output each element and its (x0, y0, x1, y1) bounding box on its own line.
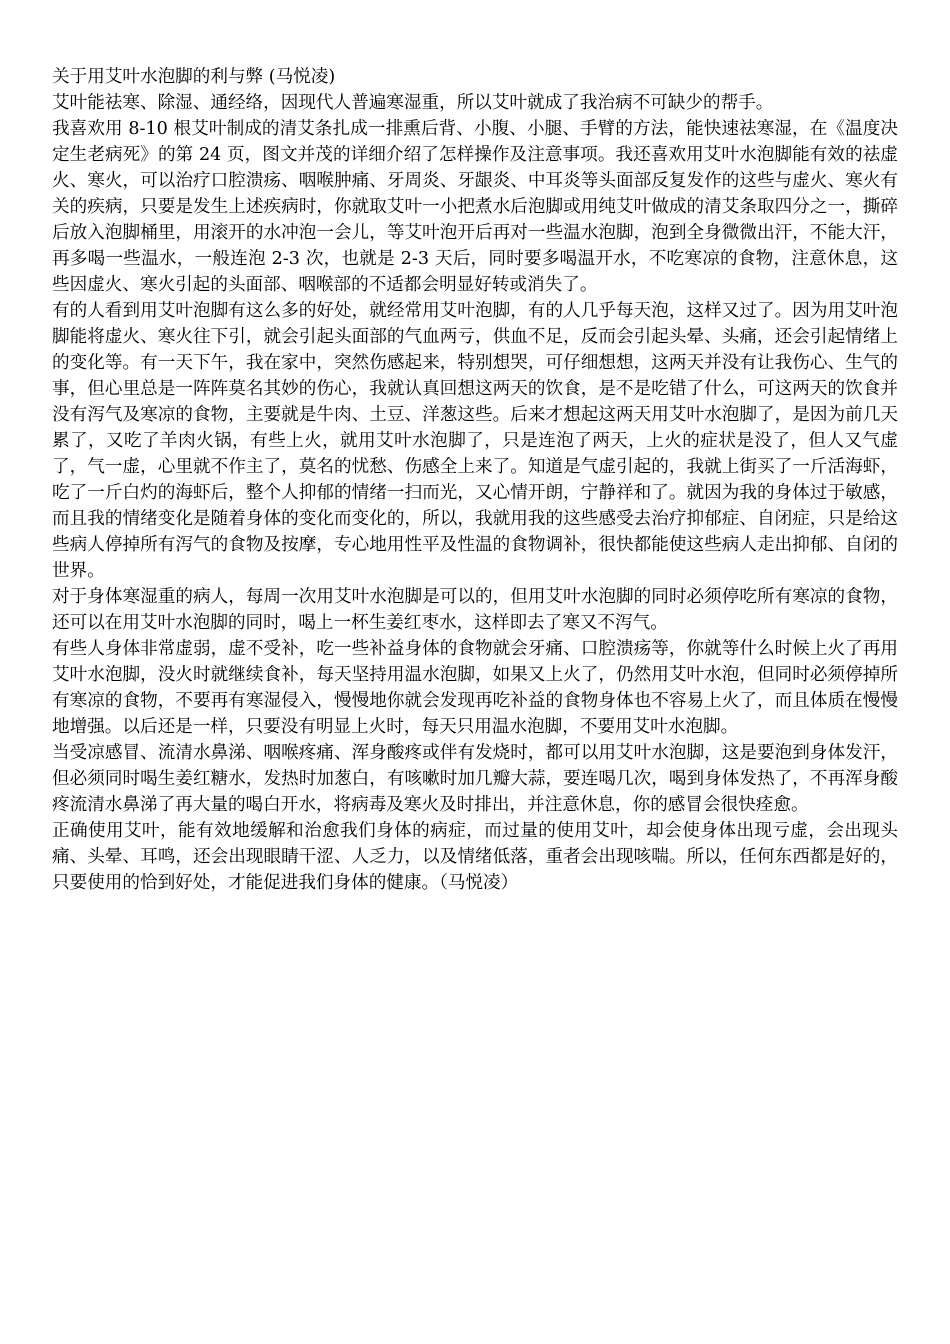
paragraph-6: 当受凉感冒、流清水鼻涕、咽喉疼痛、浑身酸疼或伴有发烧时，都可以用艾叶水泡脚，这是要泡到身体发汗，但必须同时喝生姜红糖水，发热时加葱白，有咳嗽时加几瓣大蒜，要连喝几次，喝到身体发热了，不再浑身酸疼流清水鼻涕了再大量的喝白开水，将病毒及寒火及时排出，并注意休息，你的感冒会很快痊愈。 (52, 743, 898, 815)
paragraph-2: 我喜欢用 8-10 根艾叶制成的清艾条扎成一排熏后背、小腹、小腿、手臂的方法，能快速祛寒湿，在《温度决定生老病死》的第 24 页，图文并茂的详细介绍了怎样操作及注意事项。我还喜欢用艾叶水泡脚能有效的祛虚火、寒火，可以治疗口腔溃疡、咽喉肿痛、牙周炎、牙龈炎、中耳炎等头面部反复发作的这些与虚火、寒火有关的疾病，只要是发生上述疾病时，你就取艾叶一小把煮水后泡脚或用纯艾叶做成的清艾条取四分之一，撕碎后放入泡脚桶里，用滚开的水冲泡一会儿，等艾叶泡开后再对一些温水泡脚，泡到全身微微出汗，不能大汗，再多喝一些温水，一般连泡 2-3 次，也就是 2-3 天后，同时要多喝温开水，不吃寒凉的食物，注意休息，这些因虚火、寒火引起的头面部、咽喉部的不适都会明显好转或消失了。 (52, 119, 898, 295)
document-title: 关于用艾叶水泡脚的利与弊 (马悦凌) (52, 67, 336, 87)
paragraph-5: 有些人身体非常虚弱，虚不受补，吃一些补益身体的食物就会牙痛、口腔溃疡等，你就等什么时候上火了再用艾叶水泡脚，没火时就继续食补，每天坚持用温水泡脚，如果又上火了，仍然用艾叶水泡，但同时必须停掉所有寒凉的食物，不要再有寒湿侵入，慢慢地你就会发现再吃补益的食物身体也不容易上火了，而且体质在慢慢地增强。以后还是一样，只要没有明显上火时，每天只用温水泡脚，不要用艾叶水泡脚。 (52, 639, 898, 737)
paragraph-4: 对于身体寒湿重的病人，每周一次用艾叶水泡脚是可以的，但用艾叶水泡脚的同时必须停吃所有寒凉的食物，还可以在用艾叶水泡脚的同时，喝上一杯生姜红枣水，这样即去了寒又不泻气。 (52, 587, 898, 633)
document-page (52, 64, 898, 896)
paragraph-7: 正确使用艾叶，能有效地缓解和治愈我们身体的病症，而过量的使用艾叶，却会使身体出现亏虚，会出现头痛、头晕、耳鸣，还会出现眼睛干涩、人乏力，以及情绪低落，重者会出现咳喘。所以，任何东西都是好的，只要使用的恰到好处，才能促进我们身体的健康。（马悦凌） (52, 821, 898, 893)
paragraph-1: 艾叶能祛寒、除湿、通经络，因现代人普遍寒湿重，所以艾叶就成了我治病不可缺少的帮手。 (52, 93, 774, 113)
paragraph-3: 有的人看到用艾叶泡脚有这么多的好处，就经常用艾叶泡脚，有的人几乎每天泡，这样又过了。因为用艾叶泡脚能将虚火、寒火往下引，就会引起头面部的气血两亏，供血不足，反而会引起头晕、头痛，还会引起情绪上的变化等。有一天下午，我在家中，突然伤感起来，特别想哭，可仔细想想，这两天并没有让我伤心、生气的事，但心里总是一阵阵莫名其妙的伤心，我就认真回想这两天的饮食，是不是吃错了什么，可这两天的饮食并没有泻气及寒凉的食物，主要就是牛肉、土豆、洋葱这些。后来才想起这两天用艾叶水泡脚了，是因为前几天累了，又吃了羊肉火锅，有些上火，就用艾叶水泡脚了，只是连泡了两天，上火的症状是没了，但人又气虚了，气一虚，心里就不作主了，莫名的忧愁、伤感全上来了。知道是气虚引起的，我就上街买了一斤活海虾，吃了一斤白灼的海虾后，整个人抑郁的情绪一扫而光，又心情开朗，宁静祥和了。就因为我的身体过于敏感，而且我的情绪变化是随着身体的变化而变化的，所以，我就用我的这些感受去治疗抑郁症、自闭症，只是给这些病人停掉所有泻气的食物及按摩，专心地用性平及性温的食物调补，很快都能使这些病人走出抑郁、自闭的世界。 (52, 301, 898, 581)
